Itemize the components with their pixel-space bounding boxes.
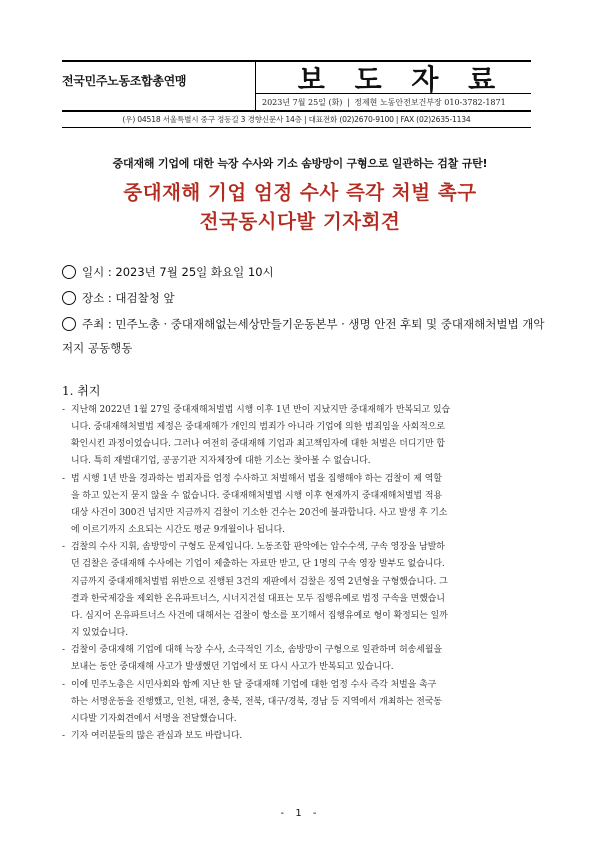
paragraph-line: 하는 서명운동을 진행했고, 인천, 대전, 충북, 전북, 대구/경북, 경남 등 지역에서 개최하는 전국동	[71, 696, 442, 707]
info-date	[62, 264, 274, 280]
dash-bullet: -	[62, 730, 65, 741]
press-release-title: 보 도 자 료	[297, 63, 506, 96]
dash-bullet: -	[62, 405, 65, 415]
paragraph-line: 니다. 특히 재벌대기업, 공공기관 지자체장에 대한 기소는 찾아볼 수 없습니다.	[71, 456, 371, 467]
paragraph-line: 을 하고 있는지 묻지 않을 수 없습니다. 중대재해처벌법 시행 이후 현재까지 중대재해처벌법 적용	[71, 490, 443, 501]
paragraph-line: 이에 민주노총은 시민사회와 함께 지난 한 달 중대재해 기업에 대한 엄정 수사 즉각 처벌을 촉구	[71, 679, 437, 690]
paragraph-line: 지 있었습니다.	[71, 628, 129, 639]
info-host-text: 주최 : 민주노총 · 중대재해없는세상만들기운동본부 · 생명 안전 후퇴 및 중대재해처벌법 개악	[82, 317, 545, 331]
paragraph-line: 다. 심지어 온유파트너스 사건에 대해서는 검찰이 항소를 포기해서 집행유예로 형이 확정되는 일까	[71, 610, 448, 621]
bullet-paragraph	[62, 471, 542, 540]
bullet-paragraph	[62, 402, 542, 471]
bullet-paragraph	[62, 728, 542, 745]
paragraph-line: 결과 한국제강을 제외한 온유파트너스, 시너지건설 대표는 모두 집행유예로 법정 구속을 면했습니	[71, 593, 445, 604]
paragraph-line: 시다발 기자회견에서 서명을 전달했습니다.	[71, 713, 237, 724]
paragraph-line: 기자 여러분들의 많은 관심과 보도 바랍니다.	[71, 730, 243, 741]
info-host-continued: 저지 공동행동	[62, 341, 133, 355]
contact-person: 정제현 노동안전보건부장 010-3782-1871	[354, 98, 506, 107]
dash-bullet: -	[62, 473, 65, 484]
info-place-text: 장소 : 대검찰청 앞	[82, 291, 175, 305]
dateline-separator: |	[346, 98, 350, 107]
circle-bullet-icon	[62, 291, 76, 305]
paragraph-line: 법 시행 1년 반을 경과하는 범죄자를 엄정 수사하고 처벌해서 법을 집행해야 하는 검찰이 제 역할	[71, 473, 442, 484]
header-bottom-rule	[62, 110, 531, 112]
circle-bullet-icon	[62, 317, 76, 331]
info-place	[62, 290, 175, 306]
bullet-paragraph	[62, 539, 542, 642]
section-body	[62, 402, 542, 745]
headline-line-1: 중대재해 기업 엄정 수사 즉각 처벌 촉구	[123, 181, 477, 204]
paragraph-line: 니다. 중대재해처벌법 제정은 중대재해가 개인의 범죄가 아니라 기업에 의한 범죄임을 사회적으로	[71, 422, 445, 433]
paragraph-line: 확인시킨 과정이었습니다. 그러나 여전히 중대재해 기업과 최고책임자에 대한 처벌은 더디기만 합	[71, 439, 445, 450]
dash-bullet: -	[62, 542, 65, 553]
paragraph-line: 보내는 동안 중대재해 사고가 발생했던 기업에서 또 다시 사고가 반복되고 있습니다.	[71, 662, 394, 673]
header-divider	[255, 62, 256, 110]
release-dateline	[262, 97, 531, 108]
address-line: (우) 04518 서울특별시 중구 정동길 3 경향신문사 14층 | 대표전화 (02)2670-9100 | FAX (02)2635-1134	[122, 115, 471, 124]
paragraph-line: 에 이르기까지 소요되는 시간도 평균 9개월이나 됩니다.	[71, 525, 286, 536]
dash-bullet: -	[62, 679, 65, 690]
info-date-text: 일시 : 2023년 7월 25일 화요일 10시	[82, 265, 274, 279]
paragraph-line: 지금까지 중대재해처벌법 위반으로 진행된 3건의 재판에서 검찰은 징역 2년형을 구형했습니다. 그	[71, 576, 448, 587]
paragraph-line: 검찰의 수사 지휘, 솜방망이 구형도 문제입니다. 노동조합 판악에는 압수수색, 구속 영장을 남발하	[71, 542, 445, 553]
bullet-paragraph	[62, 677, 542, 728]
dash-bullet: -	[62, 645, 65, 656]
address-rule	[62, 127, 531, 128]
info-host	[62, 316, 544, 332]
paragraph-line: 던 검찰은 중대재해 수사에는 기업이 제출하는 자료만 받고, 단 1명의 구속 영장 발부도 없습니다.	[71, 559, 445, 570]
section-title: 1. 취지	[62, 384, 101, 398]
circle-bullet-icon	[62, 265, 76, 279]
paragraph-line: 지난해 2022년 1월 27일 중대재해처벌법 시행 이후 1년 반이 지났지만 중대재해가 반복되고 있습	[71, 405, 451, 415]
bullet-paragraph	[62, 642, 542, 676]
subheadline: 중대재해 기업에 대한 늑장 수사와 기소 솜방망이 구형으로 일관하는 검찰 규탄!	[112, 157, 488, 170]
paragraph-line: 검찰이 중대재해 기업에 대해 늑장 수사, 소극적인 기소, 솜방망이 구형으로 일관하며 허송세월을	[71, 645, 443, 656]
title-rule	[255, 93, 531, 94]
page-number: - 1 -	[280, 808, 321, 819]
paragraph-line: 대상 사건이 300건 넘지만 지금까지 검찰이 기소한 건수는 20건에 불과합니다. 사고 발생 후 기소	[71, 507, 448, 518]
release-date: 2023년 7월 25일 (화)	[262, 98, 343, 107]
headline-line-2: 전국동시다발 기자회견	[199, 210, 401, 233]
organization-name: 전국민주노동조합총연맹	[62, 74, 187, 88]
